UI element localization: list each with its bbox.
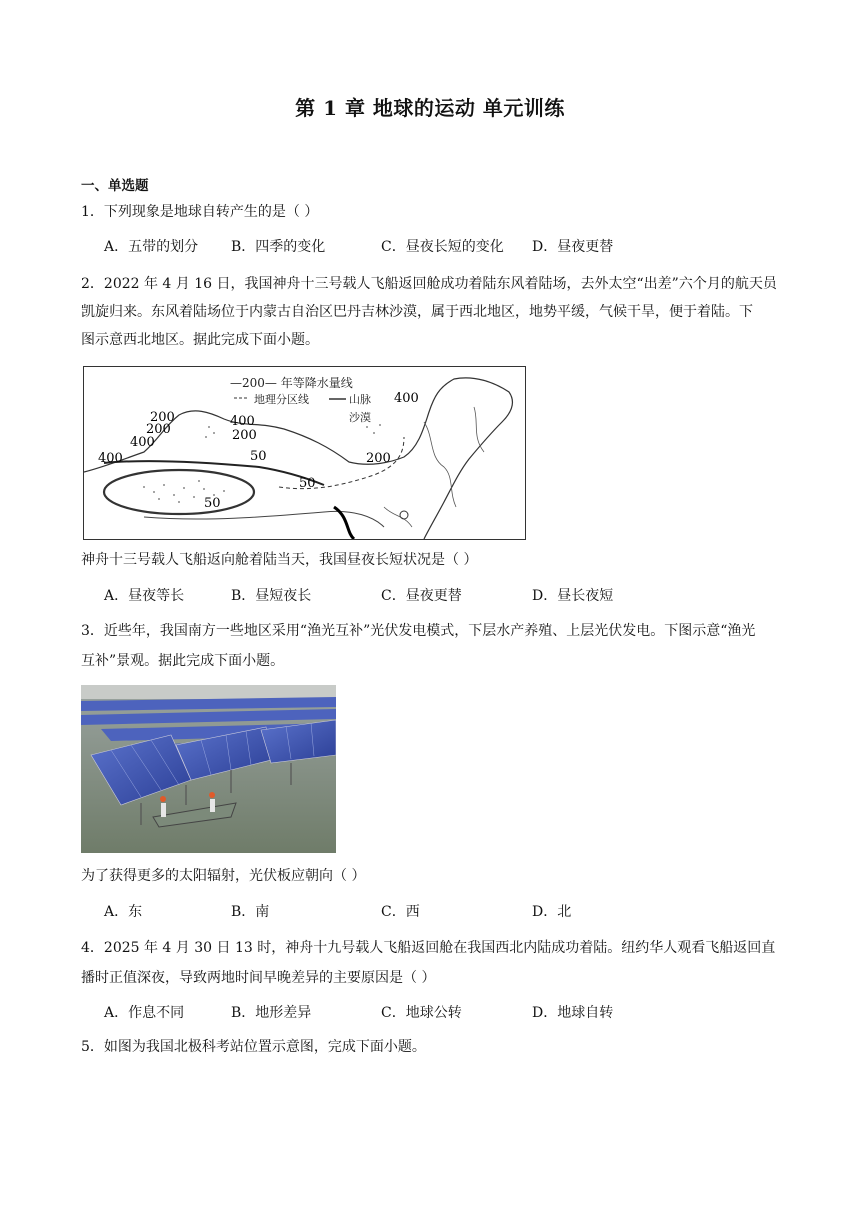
q2-option-b[interactable]: B．昼短夜长 [231,588,312,604]
map-label: 50 [250,449,267,464]
map-label: 50 [299,476,316,491]
q4-option-b[interactable]: B．地形差异 [231,1005,312,1021]
map-label: 400 [98,451,123,466]
map-label: 200 [146,422,171,437]
solar-fish-farm-photo [81,685,336,853]
page-title: 第 1 章 地球的运动 单元训练 [295,96,565,120]
map-legend-mountain: 山脉 [349,393,371,406]
question-3-line-2: 互补”景观。据此完成下面小题。 [81,653,285,669]
map-legend-isohyet: —200— 年等降水量线 [230,376,353,390]
q4-option-d[interactable]: D．地球自转 [532,1005,614,1021]
map-legend-division: 地理分区线 [254,393,309,406]
q3-option-d[interactable]: D．北 [532,904,572,920]
q2-option-a[interactable]: A．昼夜等长 [104,588,185,604]
q4-option-c[interactable]: C．地球公转 [381,1005,462,1021]
map-label: 50 [204,496,221,511]
question-4-line-1: 4．2025 年 4 月 30 日 13 时，神舟十九号载人飞船返回舱在我国西北内陆成功着陆。纽约华人观看飞船返回直 [81,940,776,956]
basin-outline [104,470,254,514]
map-label: 400 [230,414,255,429]
section-heading: 一、单选题 [81,178,149,194]
northwest-china-map [83,366,526,540]
map-label: 200 [366,451,391,466]
question-2-line-1: 2．2022 年 4 月 16 日，我国神舟十三号载人飞船返回舱成功着陆东风着陆场，去外太空“出差”六个月的航天员 [81,276,777,292]
question-2-line-2: 凯旋归来。东风着陆场位于内蒙古自治区巴丹吉林沙漠，属于西北地区，地势平缓，气候干旱，便于着陆。下 [81,304,753,320]
map-label: 200 [150,410,175,425]
map-legend-desert: 沙漠 [349,411,371,424]
q1-option-b[interactable]: B．四季的变化 [231,239,326,255]
q1-option-d[interactable]: D．昼夜更替 [532,239,614,255]
question-2-line-3: 图示意西北地区。据此完成下面小题。 [81,332,319,348]
q1-option-c[interactable]: C．昼夜长短的变化 [381,239,504,255]
q3-option-a[interactable]: A．东 [104,904,143,920]
question-4-line-2: 播时正值深夜，导致两地时间早晚差异的主要原因是（ ） [81,970,436,986]
photo-graphic [81,685,336,853]
map-label: 400 [394,391,419,406]
map-label: 200 [232,428,257,443]
q4-option-a[interactable]: A．作息不同 [104,1005,185,1021]
question-5-stem: 5．如图为我国北极科考站位置示意图，完成下面小题。 [81,1039,426,1055]
map-label: 400 [130,435,155,450]
q1-option-a[interactable]: A．五带的划分 [104,239,199,255]
q3-option-c[interactable]: C．西 [381,904,420,920]
q2-option-d[interactable]: D．昼长夜短 [532,588,614,604]
question-3-line-1: 3．近些年，我国南方一些地区采用“渔光互补”光伏发电模式，下层水产养殖、上层光伏发电。下图示意“渔光 [81,623,756,639]
question-3-subquestion: 为了获得更多的太阳辐射，光伏板应朝向（ ） [81,868,366,884]
q3-option-b[interactable]: B．南 [231,904,270,920]
map-graphic [84,367,525,539]
q2-option-c[interactable]: C．昼夜更替 [381,588,462,604]
question-2-subquestion: 神舟十三号载人飞船返向舱着陆当天，我国昼夜长短状况是（ ） [81,552,478,568]
question-1-stem: 1．下列现象是地球自转产生的是（ ） [81,204,319,220]
